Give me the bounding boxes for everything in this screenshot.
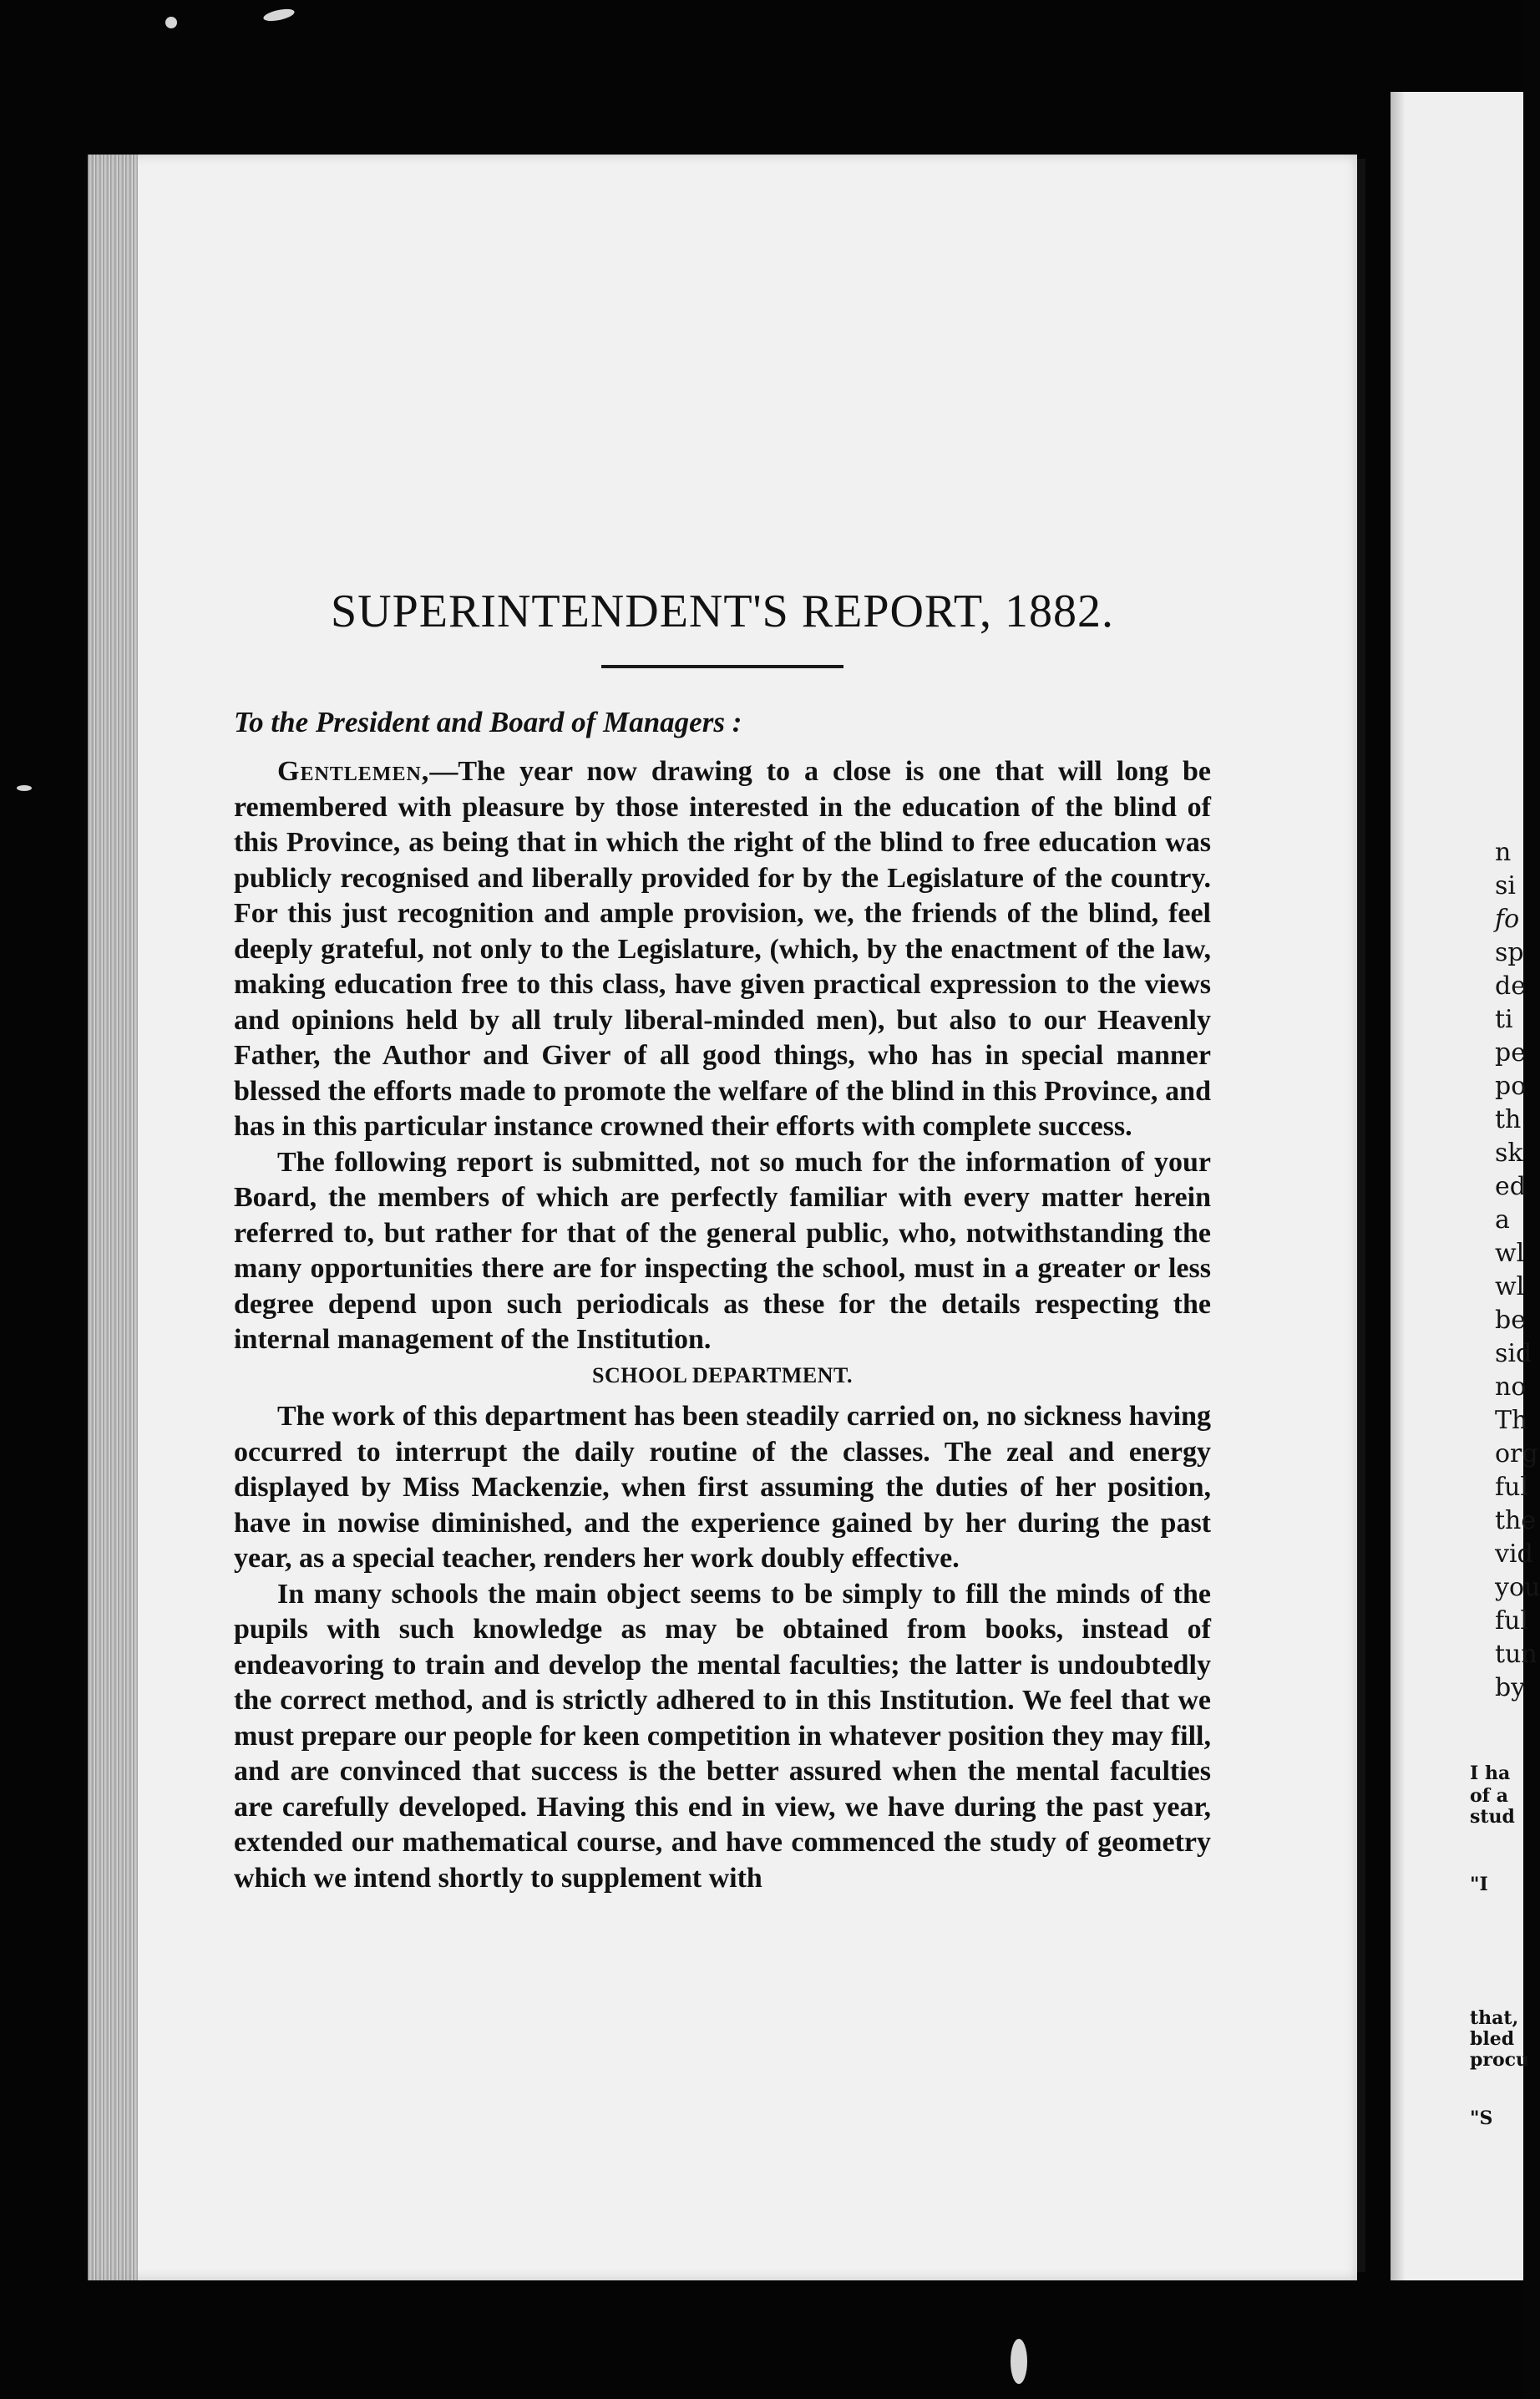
facing-page-fragment: a bbox=[1495, 1205, 1510, 1235]
report-title: SUPERINTENDENT'S REPORT, 1882. bbox=[331, 586, 1114, 637]
facing-page-fragment: wl bbox=[1495, 1272, 1525, 1301]
facing-page-fragment: be bbox=[1495, 1306, 1526, 1335]
page-edge-stack bbox=[88, 155, 138, 2280]
facing-page-fragment: vid bbox=[1495, 1539, 1533, 1569]
facing-page-fragment: th bbox=[1495, 1105, 1522, 1134]
facing-page-fragment: po bbox=[1495, 1072, 1527, 1101]
facing-page-fragment: sk bbox=[1495, 1139, 1523, 1168]
paragraph-2: The following report is submitted, not so much for the information of your Board, the members of which are perfectly familiar with every matter herein referred to, but rather for that of the general public, who, notwithstanding the many opportunities there are for inspecting the school, must in a greater or less degree depend upon such periodicals as these for the details respecting the internal management of the Institution. bbox=[234, 1146, 1211, 1355]
facing-page-fragment: si bbox=[1495, 871, 1516, 900]
facing-page-fragment: you bbox=[1495, 1573, 1540, 1602]
facing-page-note-fragment: bled bbox=[1470, 2028, 1515, 2050]
facing-page-fold bbox=[1391, 92, 1406, 2280]
paragraph-4: In many schools the main object seems to be simply to fill the minds of the pupils with such knowledge as may be obtained from books, instead of endeavoring to train and develop the mental faculties; the latter is undoubtedly the correct method, and is strictly adhered to in this Institution. We feel that we must prepare our people for keen competition in whatever position they may fill, and are convinced that success is the better assured when the mental faculties are carefully developed. Having this end in view, we have during the past year, extended our mathematical course, and have commenced the study of geometry which we intend shortly to supplement with bbox=[234, 1578, 1211, 1894]
facing-page-fragment: no bbox=[1495, 1372, 1527, 1402]
facing-page-fragment: the bbox=[1495, 1506, 1537, 1535]
report-body bbox=[234, 754, 1211, 1896]
facing-page-fragment: n bbox=[1495, 838, 1512, 867]
section-heading-school-department: SCHOOL DEPARTMENT. bbox=[592, 1362, 853, 1387]
facing-page-fragment: de bbox=[1495, 971, 1526, 1001]
paragraph-1: —The year now drawing to a close is one that will long be remembered with pleasure by those interested in the education of the blind of this Province, as being that in which the right of the blind to free education was publicly recognised and liberally provided for by the Legislature of the country. For this just recognition and ample provision, we, the friends of the blind, feel deeply grateful, not only to the Legislature, (which, by the enactment of the law, making education free to this class, have given practical expression to the views and opinions held by all truly liberal-minded men), but also to our Heavenly Father, the Author and Giver of all good things, who has in special manner blessed the efforts made to promote the welfare of the blind in this Province, and has in this particular instance crowned their efforts with complete success. bbox=[234, 756, 1211, 1142]
title-divider bbox=[601, 665, 843, 668]
facing-page-note-fragment: that, bbox=[1470, 2007, 1519, 2029]
facing-page-note-fragment: I ha bbox=[1470, 1762, 1511, 1784]
report-page-content bbox=[234, 585, 1211, 1896]
facing-page-fragment: ed bbox=[1495, 1172, 1526, 1201]
facing-page-fragment: pe bbox=[1495, 1038, 1526, 1068]
facing-page-fragment: sid bbox=[1495, 1339, 1532, 1368]
facing-page-fragment: ful bbox=[1495, 1606, 1529, 1636]
facing-page-note-fragment: stud bbox=[1470, 1806, 1515, 1828]
gutter-shadow bbox=[1357, 159, 1365, 2272]
scan-artifact bbox=[17, 785, 32, 791]
facing-page-fragment: by bbox=[1495, 1673, 1526, 1702]
scan-artifact bbox=[262, 7, 296, 23]
facing-page-fragment: Th bbox=[1495, 1406, 1528, 1435]
facing-page-fragment: org bbox=[1495, 1439, 1538, 1468]
salutation: To the President and Board of Managers : bbox=[234, 706, 742, 738]
facing-page-fragment: ful bbox=[1495, 1473, 1529, 1502]
facing-page-note-fragment: of a bbox=[1470, 1785, 1509, 1807]
facing-page-note-fragment: procu bbox=[1470, 2049, 1530, 2071]
facing-page-fragment: tun bbox=[1495, 1640, 1537, 1669]
scan-artifact bbox=[1011, 2339, 1027, 2384]
facing-page-fragment: ti bbox=[1495, 1005, 1513, 1034]
facing-page-note-fragment: "I bbox=[1470, 1874, 1488, 1895]
greeting: Gentlemen, bbox=[277, 756, 430, 787]
scan-artifact bbox=[165, 17, 177, 28]
paragraph-opening bbox=[234, 754, 1211, 1145]
paragraph-3: The work of this department has been steadily carried on, no sickness having occurred to interrupt the daily routine of the classes. The zeal and energy displayed by Miss Mackenzie, when first assuming the duties of her position, have in nowise diminished, and the experience gained by her during the past year, as a special teacher, renders her work doubly effective. bbox=[234, 1401, 1211, 1574]
facing-page-fragment: fo bbox=[1495, 905, 1520, 934]
facing-page-note-fragment: "S bbox=[1470, 2107, 1493, 2129]
facing-page-fragment: sp bbox=[1495, 938, 1524, 967]
facing-page-fragment: wl bbox=[1495, 1239, 1525, 1268]
